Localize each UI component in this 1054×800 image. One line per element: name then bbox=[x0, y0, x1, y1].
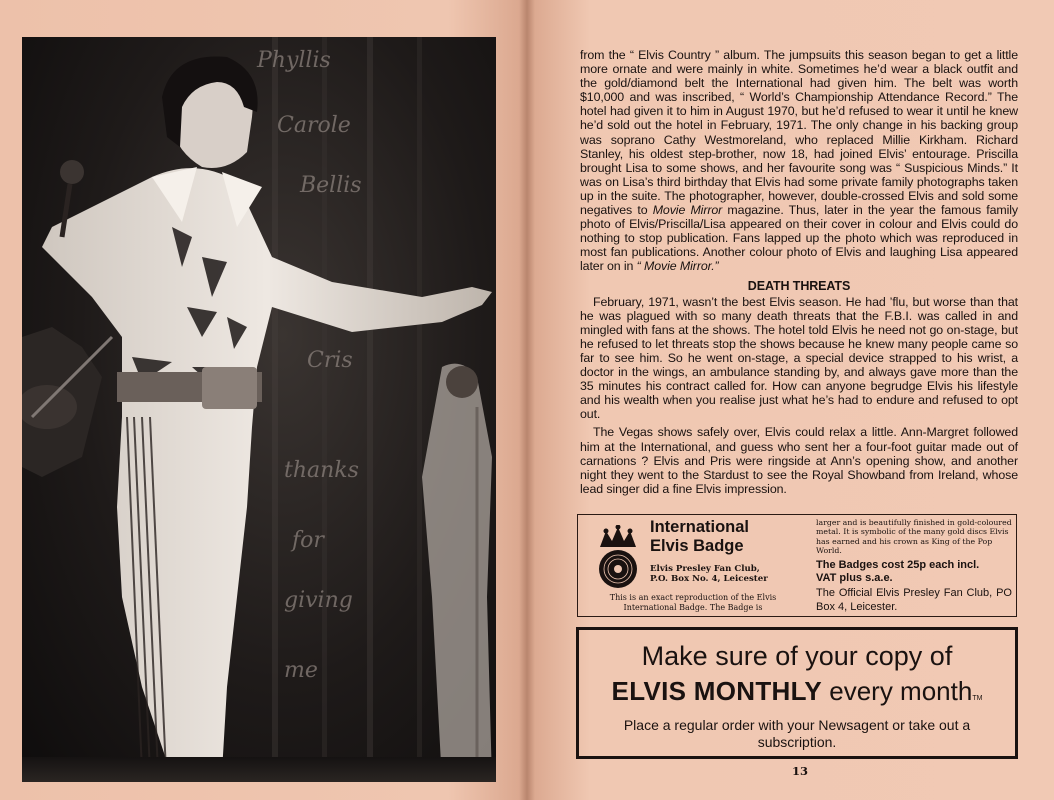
page-number: 13 bbox=[792, 764, 809, 778]
photo-illustration bbox=[22, 37, 496, 782]
backdrop-word: for bbox=[292, 528, 324, 553]
badge-reproduction-note: This is an exact reproduction of the Elvis International Badge. The Badge is bbox=[609, 593, 777, 612]
badge-ad-title bbox=[650, 518, 749, 556]
backdrop-word: Cris bbox=[307, 348, 353, 373]
price-line: VAT plus s.a.e. bbox=[816, 572, 893, 584]
backdrop-word: thanks bbox=[284, 458, 359, 483]
article-text: magazine. Thus, later in the year the famous family photo of Elvis/Priscilla/Lisa appeared on their cover in colour and Elvis could do nothing to stop publication. Fans lapped up the photo which was reproduced in most fan publications. Another colour photo of Elvis and laughing Lisa appeared later on in bbox=[580, 203, 1019, 274]
page-gutter bbox=[519, 0, 535, 800]
magazine-title: Movie Mirror bbox=[652, 203, 723, 218]
monthly-ad-headline: Make sure of your copy of bbox=[641, 641, 953, 671]
badge-description: larger and is beautifully finished in gold-coloured metal. It is symbolic of the many gold discs Elvis has earned and his crown as King of the Pop World. bbox=[816, 518, 1012, 556]
article-text: from the “ Elvis Country ” album. The jumpsuits this season began to get a little more ornate and were mainly in white. Sometimes he’d wear a black outfit and the gold/diamond belt the International had given him. The belt was worth $10,000 and was inscribed, “ World’s Championship Attendance Record.” The hotel had given it to him in August 1970, but he’d refused to wear it until he knew he’d sold out the hotel in February, 1971. The only change in his backing group was soprano Cathy Westmoreland, who replaced Millie Kirkham. Richard Stanley, his oldest step-brother, now 18, had joined Elvis’ entourage. Priscilla brought Lisa to some shows, and her favourite song was “ Suspicious Minds.” It was on Lisa’s third birthday that Elvis had some private family photographs taken up in the suite. The photographer, however, double-crossed Elvis and sold some negatives to bbox=[580, 48, 1018, 218]
article-paragraph bbox=[580, 48, 1018, 274]
backdrop-word: Phyllis bbox=[257, 48, 331, 73]
stage-photo bbox=[22, 37, 496, 782]
backdrop-word: me bbox=[284, 658, 318, 683]
crown-record-icon bbox=[596, 525, 640, 591]
fan-club-address bbox=[650, 564, 768, 584]
section-heading: DEATH THREATS bbox=[747, 278, 851, 293]
badge-title-line: International bbox=[650, 518, 750, 536]
article-paragraph: February, 1971, wasn’t the best Elvis season. He had ’flu, but worse than that he was plagued with so many death threats that the F.B.I. was called in and mingled with fans at the shows. The hotel told Elvis he need not go on-stage, but he refused to let threats stop the shows because he knew many people came so far to see him. So he went on-stage, a special device strapped to his wrist, a doctor in the wings, an ambulance standing by, and always gave more than the 35 minutes his contract called for. How can anyone begrudge Elvis his lifestyle and his wealth when you realise just what he’s had to endure and refused to opt out. bbox=[580, 294, 1018, 422]
monthly-ad-instruction: Place a regular order with your Newsagent or take out a subscription. bbox=[623, 717, 971, 750]
backdrop-word: Bellis bbox=[300, 173, 362, 198]
monthly-ad-brandline bbox=[579, 676, 1015, 714]
official-club-address: The Official Elvis Presley Fan Club, PO Box 4, Leicester. bbox=[816, 587, 1012, 613]
club-line: Elvis Presley Fan Club, bbox=[650, 564, 760, 574]
price-line: The Badges cost 25p each incl. bbox=[816, 559, 980, 571]
badge-advertisement bbox=[577, 514, 1017, 617]
backdrop-word: giving bbox=[284, 588, 353, 613]
brandline-rest: every month bbox=[822, 676, 973, 706]
trademark-mark: TM bbox=[972, 695, 983, 702]
monthly-subscription-ad bbox=[576, 627, 1018, 759]
article-body bbox=[580, 48, 1018, 496]
club-line: P.O. Box No. 4, Leicester bbox=[650, 574, 768, 584]
badge-title-line: Elvis Badge bbox=[650, 537, 744, 555]
article-paragraph: The Vegas shows safely over, Elvis could relax a little. Ann-Margret followed him at the International, and guess who sent her a four-foot guitar made out of carnations ? Elvis and Pris were ringside at Ann’s opening show, and another night they went to the Stardust to see the Royal Showband from Ireland, whose lead singer did a fine Elvis impression. bbox=[580, 425, 1018, 496]
badge-price bbox=[816, 559, 1016, 585]
brand-name: ELVIS MONTHLY bbox=[611, 676, 823, 706]
magazine-title: “ Movie Mirror.” bbox=[636, 259, 719, 274]
backdrop-word: Carole bbox=[277, 113, 351, 138]
